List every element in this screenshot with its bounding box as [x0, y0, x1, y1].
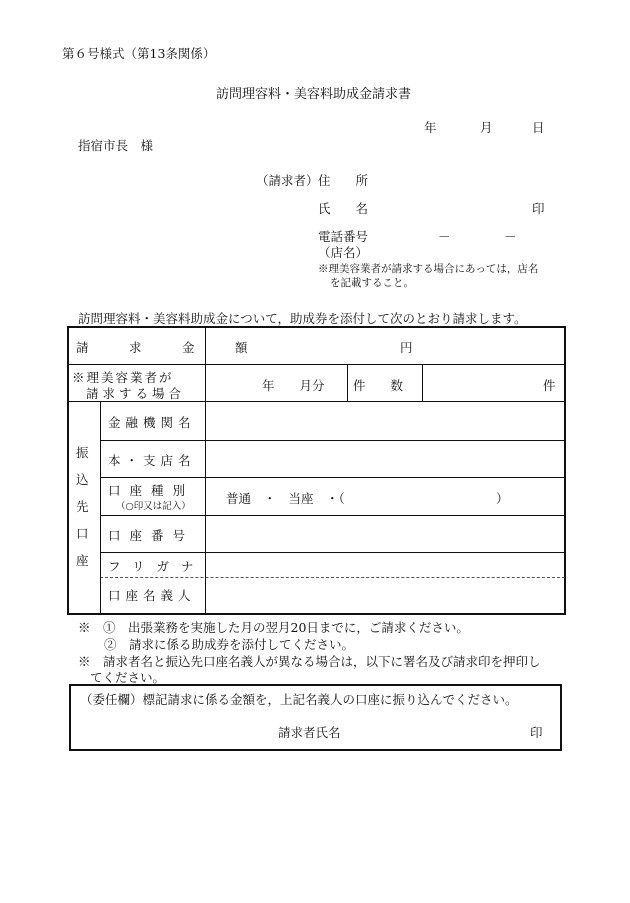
phone-dash-1: － — [438, 229, 451, 244]
column-divider — [422, 364, 423, 401]
row-divider — [100, 552, 565, 553]
shop-label: （店名） — [318, 245, 369, 260]
shop-note-line2: を記載すること。 — [330, 277, 414, 289]
account-type-label: 口座種別 — [108, 483, 195, 498]
account-type-options: 普通 ・ 当座 ・（ — [226, 491, 345, 506]
row-divider — [68, 364, 565, 365]
page-title: 訪問理容料・美容料助成金請求書 — [216, 87, 412, 102]
bank-label: 金融機関名 — [108, 415, 196, 430]
date-year-label: 年 — [424, 120, 437, 135]
claimant-seal: 印 — [532, 201, 545, 216]
note-3-line2: てください。 — [90, 670, 166, 685]
note-2: ② 請求に係る助成券を添付してください。 — [104, 637, 355, 652]
business-label-line2: 請求する場合 — [86, 386, 186, 401]
furigana-divider — [100, 577, 565, 578]
transfer-label-char: 振 — [76, 445, 89, 460]
claimant-label: （請求者） — [256, 173, 319, 188]
amount-unit: 円 — [400, 340, 413, 355]
intro-text: 訪問理容料・美容料助成金について，助成券を添付して次のとおり請求します。 — [78, 311, 527, 326]
name-label: 氏 名 — [318, 201, 369, 216]
account-type-close: ） — [496, 491, 509, 506]
date-month-label: 月 — [480, 120, 493, 135]
column-divider — [347, 364, 348, 401]
transfer-label-char: 先 — [76, 499, 89, 514]
count-label: 件 数 — [353, 378, 404, 393]
delegation-seal: 印 — [530, 725, 543, 740]
shop-note-line1: ※理美容業者が請求する場合にあっては，店名 — [318, 263, 539, 275]
note-3-line1: ※ 請求者名と振込先口座名義人が異なる場合は，以下に署名及び請求印を押印し — [78, 654, 541, 669]
addressee: 指宿市長 様 — [78, 138, 154, 153]
row-divider — [100, 515, 565, 516]
furigana-label: フリガナ — [108, 559, 206, 574]
delegation-text: （委任欄）標記請求に係る金額を，上記名義人の口座に振り込んでください。 — [80, 692, 518, 707]
column-divider — [100, 401, 101, 614]
account-number-label: 口座番号 — [108, 528, 195, 543]
form-number: 第６号様式（第13条関係） — [62, 46, 216, 61]
delegation-name-label: 請求者氏名 — [278, 725, 341, 740]
amount-label: 請 求 金 額 — [76, 340, 262, 355]
account-type-note: （○印又は記入） — [116, 501, 191, 512]
business-label-line1: ※理美容業者が — [72, 370, 174, 385]
note-1: ※ ① 出張業務を実施した月の翌月20日までに，ご請求ください。 — [78, 620, 469, 635]
branch-label: 本・支店名 — [108, 453, 196, 468]
account-holder-label: 口座名義人 — [108, 588, 196, 603]
address-label: 住 所 — [318, 173, 369, 188]
transfer-label-char: 込 — [76, 472, 89, 487]
phone-dash-2: － — [504, 229, 517, 244]
year-month-label: 年 月分 — [262, 378, 325, 393]
row-divider — [100, 477, 565, 478]
count-unit: 件 — [543, 378, 556, 393]
transfer-label-char: 座 — [76, 553, 89, 568]
phone-label: 電話番号 — [318, 229, 369, 244]
row-divider — [100, 440, 565, 441]
date-day-label: 日 — [532, 120, 545, 135]
transfer-label-char: 口 — [76, 526, 89, 541]
